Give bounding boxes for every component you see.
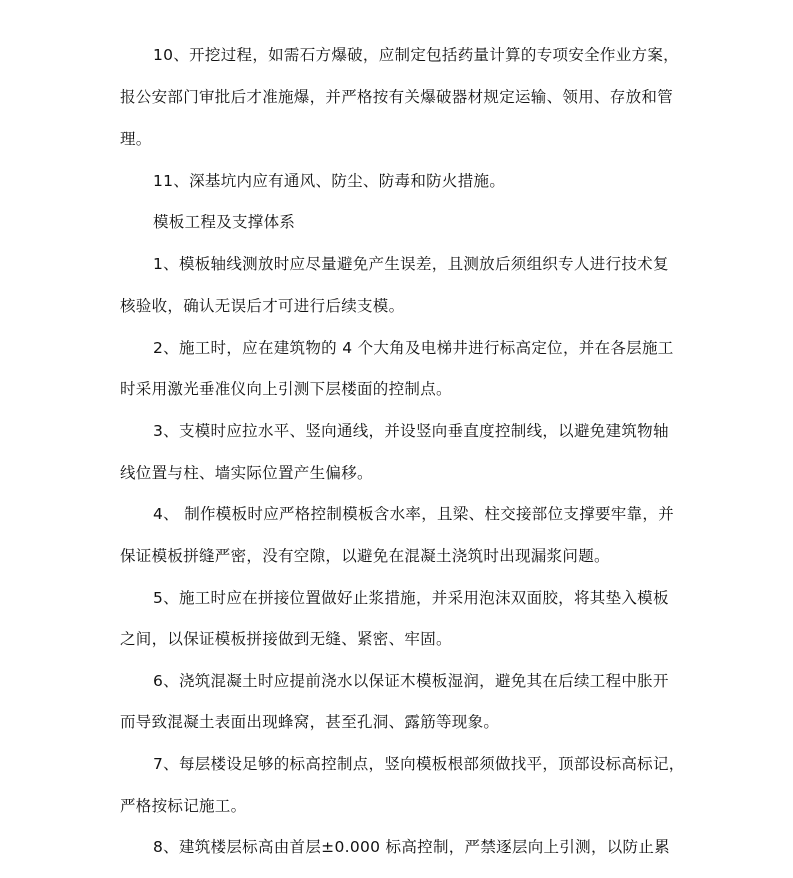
text-line: 理。 bbox=[120, 130, 152, 148]
text-line: 8、建筑楼层标高由首层±0.000 标高控制，严禁逐层向上引测，以防止累 bbox=[153, 838, 670, 856]
text-line: 6、浇筑混凝土时应提前浇水以保证木模板湿润，避免其在后续工程中胀开 bbox=[153, 672, 669, 690]
section-heading: 模板工程及支撑体系 bbox=[153, 213, 296, 231]
text-line: 而导致混凝土表面出现蜂窝，甚至孔洞、露筋等现象。 bbox=[120, 713, 500, 731]
text-line: 5、施工时应在拼接位置做好止浆措施，并采用泡沫双面胶，将其垫入模板 bbox=[153, 589, 669, 607]
text-line: 10、开挖过程，如需石方爆破，应制定包括药量计算的专项安全作业方案， bbox=[153, 46, 679, 64]
text-line: 1、模板轴线测放时应尽量避免产生误差，且测放后须组织专人进行技术复 bbox=[153, 255, 669, 273]
text-line: 严格按标记施工。 bbox=[120, 797, 247, 815]
text-line: 2、施工时，应在建筑物的 4 个大角及电梯井进行标高定位，并在各层施工 bbox=[153, 339, 674, 357]
text-line: 核验收，确认无误后才可进行后续支模。 bbox=[120, 297, 405, 315]
text-line: 之间，以保证模板拼接做到无缝、紧密、牢固。 bbox=[120, 630, 452, 648]
text-line: 4、 制作模板时应严格控制模板含水率，且梁、柱交接部位支撑要牢靠，并 bbox=[153, 505, 674, 523]
text-line: 7、每层楼设足够的标高控制点，竖向模板根部须做找平，顶部设标高标记， bbox=[153, 755, 685, 773]
text-line: 保证模板拼缝严密，没有空隙，以避免在混凝土浇筑时出现漏浆问题。 bbox=[120, 547, 610, 565]
text-line: 时采用激光垂准仪向上引测下层楼面的控制点。 bbox=[120, 380, 452, 398]
text-line: 11、深基坑内应有通风、防尘、防毒和防火措施。 bbox=[153, 172, 506, 190]
text-line: 线位置与柱、墙实际位置产生偏移。 bbox=[120, 464, 373, 482]
text-line: 3、支模时应拉水平、竖向通线，并设竖向垂直度控制线，以避免建筑物轴 bbox=[153, 422, 669, 440]
text-line: 报公安部门审批后才准施爆，并严格按有关爆破器材规定运输、领用、存放和管 bbox=[120, 88, 674, 106]
